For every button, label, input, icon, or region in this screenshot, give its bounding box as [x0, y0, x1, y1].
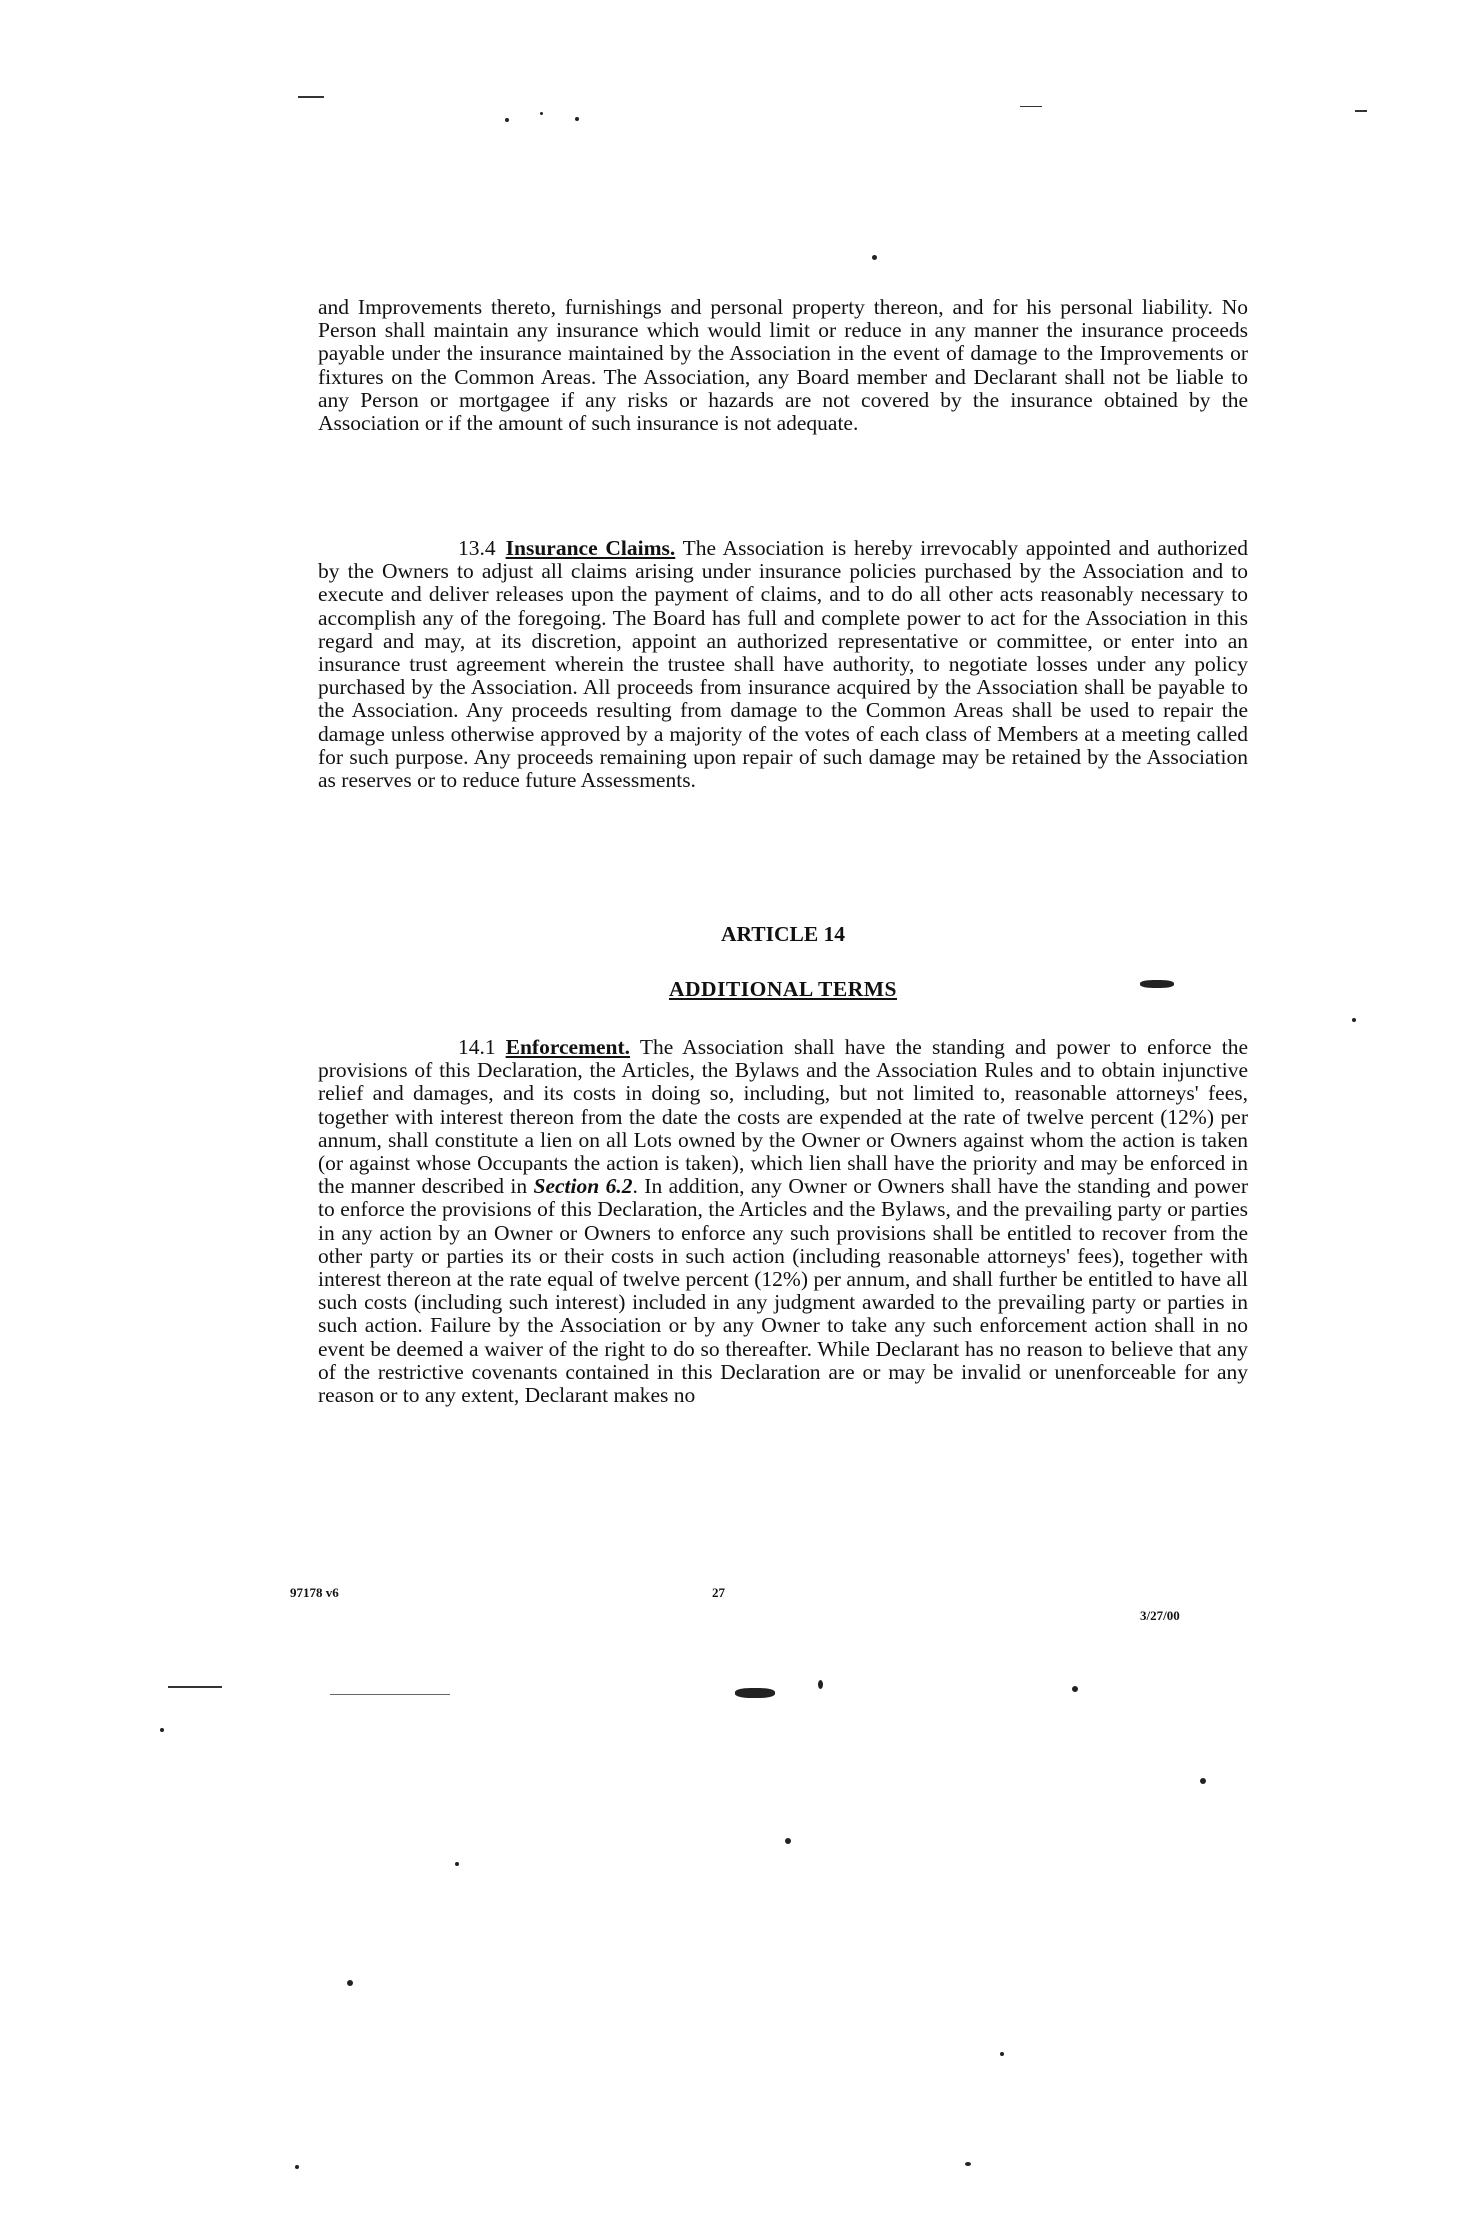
scan-mark	[168, 1686, 222, 1688]
scan-speck	[818, 1680, 823, 1689]
section-number: 14.1	[458, 1035, 496, 1059]
footer-date: 3/27/00	[1140, 1608, 1180, 1623]
section-number: 13.4	[458, 536, 496, 560]
scan-speck	[1352, 1018, 1356, 1022]
scan-speck	[1072, 1686, 1078, 1692]
section-text: The Association is hereby irrevocably appointed and authorized by the Owners to adjust all claims arising under insurance policies purchased by the Association and to execute and deliver releases upon the payment of claims, and to do all other acts reasonably necessary to accomplish any of the foregoing. The Board has full and complete power to act for the Association in this regard and may, at its discretion, appoint an authorized representative or committee, or enter into an insurance trust agreement wherein the trustee shall have authority, to negotiate losses under any policy purchased by the Association. All proceeds from insurance acquired by the Association shall be payable to the Association. Any proceeds resulting from damage to the Common Areas shall be used to repair the damage unless otherwise approved by a majority of the votes of each class of Members at a meeting called for such purpose. Any proceeds remaining upon repair of such damage may be retained by the Association as reserves or to reduce future Assessments.	[318, 536, 1248, 793]
intro-section	[318, 296, 1248, 435]
scan-blot	[1140, 980, 1174, 988]
footer-page-number: 27	[712, 1585, 725, 1600]
scan-speck	[965, 2162, 971, 2166]
article-subheading-wrap	[318, 977, 1248, 1002]
intro-paragraph: and Improvements thereto, furnishings and personal property thereon, and for his personal liability. No Person shall maintain any insurance which would limit or reduce in any manner the insurance proceeds payable under the insurance maintained by the Association in the event of damage to the Improvements or fixtures on the Common Areas. The Association, any Board member and Declarant shall not be liable to any Person or mortgagee if any risks or hazards are not covered by the insurance obtained by the Association or if the amount of such insurance is not adequate.	[318, 295, 1248, 436]
scan-speck	[160, 1728, 164, 1732]
scan-mark	[1355, 110, 1367, 112]
scan-speck	[1000, 2052, 1004, 2056]
scan-speck	[575, 117, 579, 121]
section-title: Enforcement.	[505, 1035, 631, 1059]
section-14-1	[318, 1036, 1248, 1407]
scan-speck	[347, 1980, 353, 1986]
section-text-part2: . In addition, any Owner or Owners shall have the standing and power to enforce the provisions of this Declaration, the Articles and the Bylaws, and the prevailing party or parties in any action by an Owner or Owners to enforce any such provisions shall be entitled to recover from the other party or parties its or their costs in such action (including reasonable attorneys' fees), together with interest thereon at the rate equal of twelve percent (12%) per annum, and shall further be entitled to have all such costs (including such interest) included in any judgment awarded to the prevailing party or parties in such action. Failure by the Association or by any Owner to take any such enforcement action shall in no event be deemed a waiver of the right to do so thereafter. While Declarant has no reason to believe that any of the restrictive covenants contained in this Declaration are or may be invalid or unenforceable for any reason or to any extent, Declarant makes no	[318, 1174, 1249, 1408]
scan-mark	[1020, 106, 1042, 107]
article-subheading: ADDITIONAL TERMS	[668, 977, 898, 1001]
scan-mark	[330, 1694, 450, 1695]
section-13-4-paragraph	[318, 537, 1248, 792]
scan-speck	[295, 2165, 299, 2169]
scan-speck	[785, 1838, 791, 1844]
section-text-part1: The Association shall have the standing and power to enforce the provisions of this Declaration, the Articles, the Bylaws and the Association Rules and to obtain injunctive relief and damages, and its costs in doing so, including, but not limited to, reasonable attorneys' fees, together with interest thereon from the date the costs are expended at the rate of twelve percent (12%) per annum, shall constitute a lien on all Lots owned by the Owner or Owners against whom the action is taken (or against whose Occupants the action is taken), which lien shall have the priority and may be enforced in the manner described in	[318, 1035, 1248, 1199]
scan-speck	[1200, 1778, 1206, 1784]
scan-blot	[735, 1688, 775, 1698]
scan-speck	[505, 118, 509, 122]
section-title: Insurance Claims.	[505, 536, 676, 560]
article-heading: ARTICLE 14	[720, 922, 846, 946]
section-reference: Section 6.2	[533, 1174, 633, 1199]
section-13-4	[318, 537, 1248, 792]
footer-doc-id: 97178 v6	[290, 1585, 339, 1600]
scan-speck	[455, 1862, 459, 1866]
section-14-1-paragraph	[318, 1036, 1248, 1407]
scan-mark	[298, 96, 324, 98]
scan-speck	[872, 255, 877, 260]
scan-speck	[540, 112, 543, 115]
